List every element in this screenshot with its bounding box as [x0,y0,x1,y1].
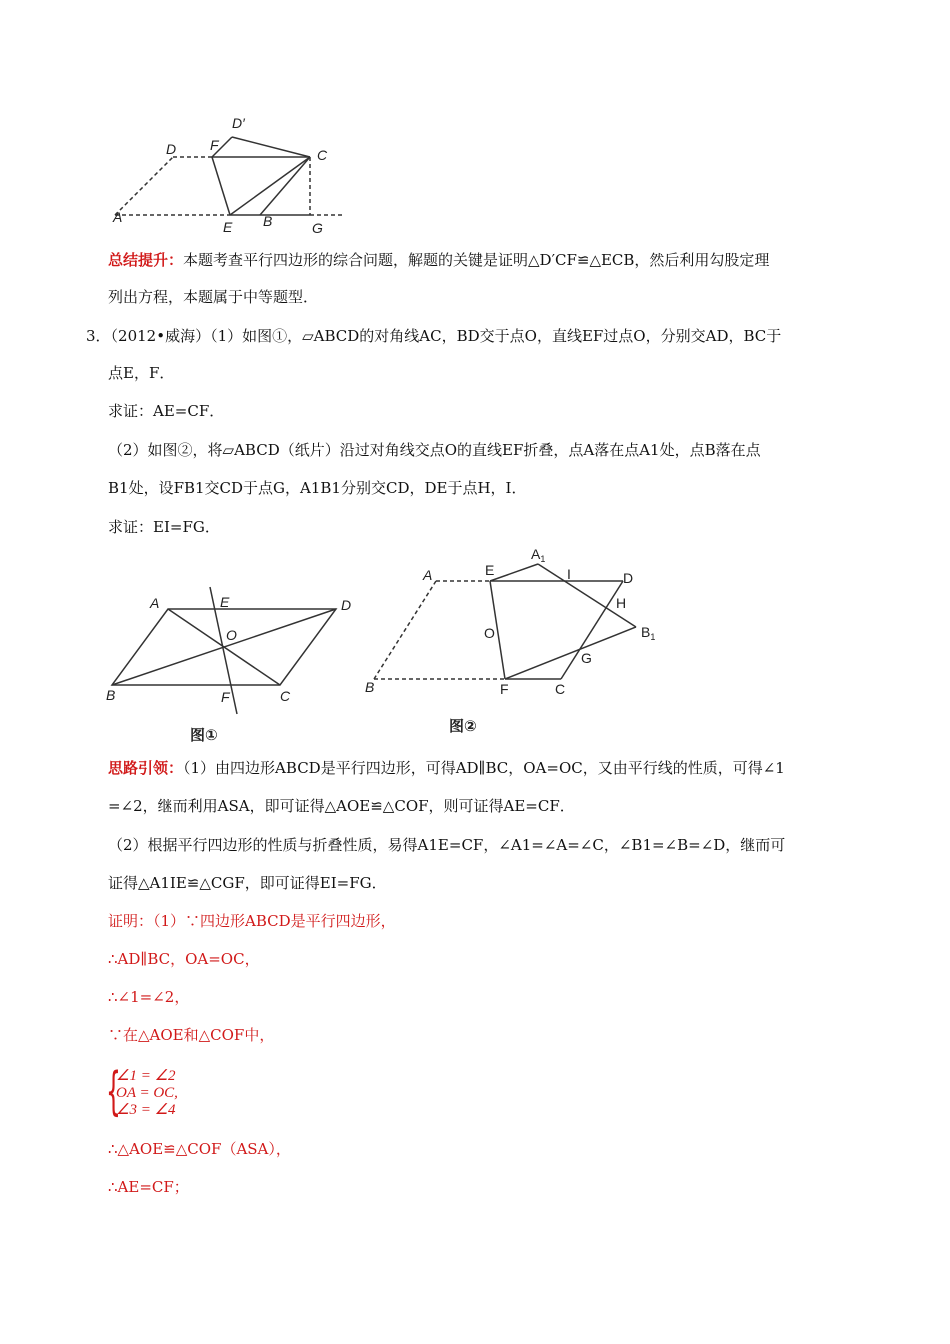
label-a: A [113,209,123,225]
problem-line-2: 点E，F． [108,364,175,382]
proof-line-4: ∵在△AOE和△COF中， [108,1026,275,1044]
edge-fe [212,157,230,215]
fig1-label-d: D [341,597,352,613]
fig2-edge-b1f [505,627,636,679]
fig1-label-b: B [106,687,116,703]
hint-text-1: （1）由四边形ABCD是平行四边形，可得AD∥BC，OA=OC，又由平行线的性质，可得∠1 [183,759,785,777]
label-b: B [263,213,273,229]
system-eq-1: ∠1 = ∠2 [116,1068,176,1084]
fig2-label-e: E [485,562,495,578]
hint-line-4: 证得△A1IE≌△CGF，即可证得EI=FG． [108,874,387,892]
fig2-dashed-ab [374,581,436,679]
fig2-label-a1: $A_1$ [531,546,546,564]
problem-part2-line-2: B1处，设FB1交CD于点G，A1B1分别交CD，DE于点H，I． [108,479,527,497]
problem-part1-text: （1）如图①，▱ABCD的对角线AC，BD交于点O，直线EF过点O，分别交AD，BC于 [210,327,782,345]
fig2-label-i: I [567,566,571,582]
fig2-label-f: F [500,681,509,697]
problem-part2-line-1: （2）如图②，将▱ABCD（纸片）沿过对角线交点O的直线EF折叠，点A落在点A1处，点B落在点 [108,441,761,459]
problem-source: （2012•威海） [110,327,211,345]
label-f: F [210,137,219,153]
fig1-label-c: C [280,688,291,704]
hint-label: 思路引领： [108,759,184,777]
fig2-label-d: D [623,570,634,586]
fig1-label-o: O [226,627,237,643]
summary-text-1: 本题考查平行四边形的综合问题，解题的关键是证明△D′CF≌△ECB，然后利用勾股定理 [183,251,770,269]
prove-1: 求证：AE=CF． [108,402,225,420]
prove-2: 求证：EI=FG． [108,518,220,536]
proof-line-3: ∴∠1=∠2， [108,988,190,1006]
proof-line-2: ∴AD∥BC，OA=OC， [108,950,260,968]
fold-figure-top [100,112,360,238]
summary-label: 总结提升： [108,251,184,269]
system-eq-3: ∠3 = ∠4 [116,1102,176,1118]
problem-line-1 [86,326,781,346]
label-e: E [223,219,233,235]
proof-line-1: 证明：（1）∵四边形ABCD是平行四边形， [108,912,396,930]
label-d-prime: D′ [232,115,245,131]
fig2-label-b: B [365,679,375,695]
proof-line-5: ∴△AOE≌△COF（ASA）， [108,1140,291,1158]
fig2-label-g: G [581,650,592,666]
problem-number: 3． [86,327,111,345]
summary-line-1 [108,250,769,270]
edge-bc [260,157,310,215]
system-brace: { [106,1062,121,1122]
edge-ec [230,157,310,215]
hint-line-3: （2）根据平行四边形的性质与折叠性质，易得A1E=CF，∠A1=∠A=∠C，∠B1=∠B=∠D，继而可 [108,836,786,854]
edge-d1c [232,137,310,157]
fig2-label-b1: $B_1$ [641,624,656,642]
fig2-label-o: O [484,625,495,641]
summary-line-2: 列出方程，本题属于中等题型． [108,288,319,306]
fig2-edge-cd [561,581,623,679]
label-c: C [317,147,328,163]
fig1-label-f: F [221,689,230,705]
fig1-label-e: E [220,594,230,610]
fig2-label-c: C [555,681,566,697]
fig1-label-a: A [150,595,160,611]
fig2-caption: 图② [449,718,477,735]
figure-2 [360,542,670,742]
fig1-caption: 图① [190,727,218,744]
proof-line-6: ∴AE=CF； [108,1178,189,1196]
system-eq-2: OA = OC, [116,1085,178,1101]
fig2-edge-ea1 [490,564,538,581]
fig2-label-h: H [616,595,627,611]
hint-line-1 [108,758,785,778]
fig2-label-a: A [423,567,433,583]
figure-1 [100,582,360,747]
hint-line-2: =∠2，继而利用ASA，即可证得△AOE≌△COF，则可证得AE=CF． [108,797,575,815]
label-d: D [166,141,177,157]
diagonal-bd [112,609,336,685]
label-g: G [312,220,323,236]
dashed-edge-ad [115,157,173,215]
